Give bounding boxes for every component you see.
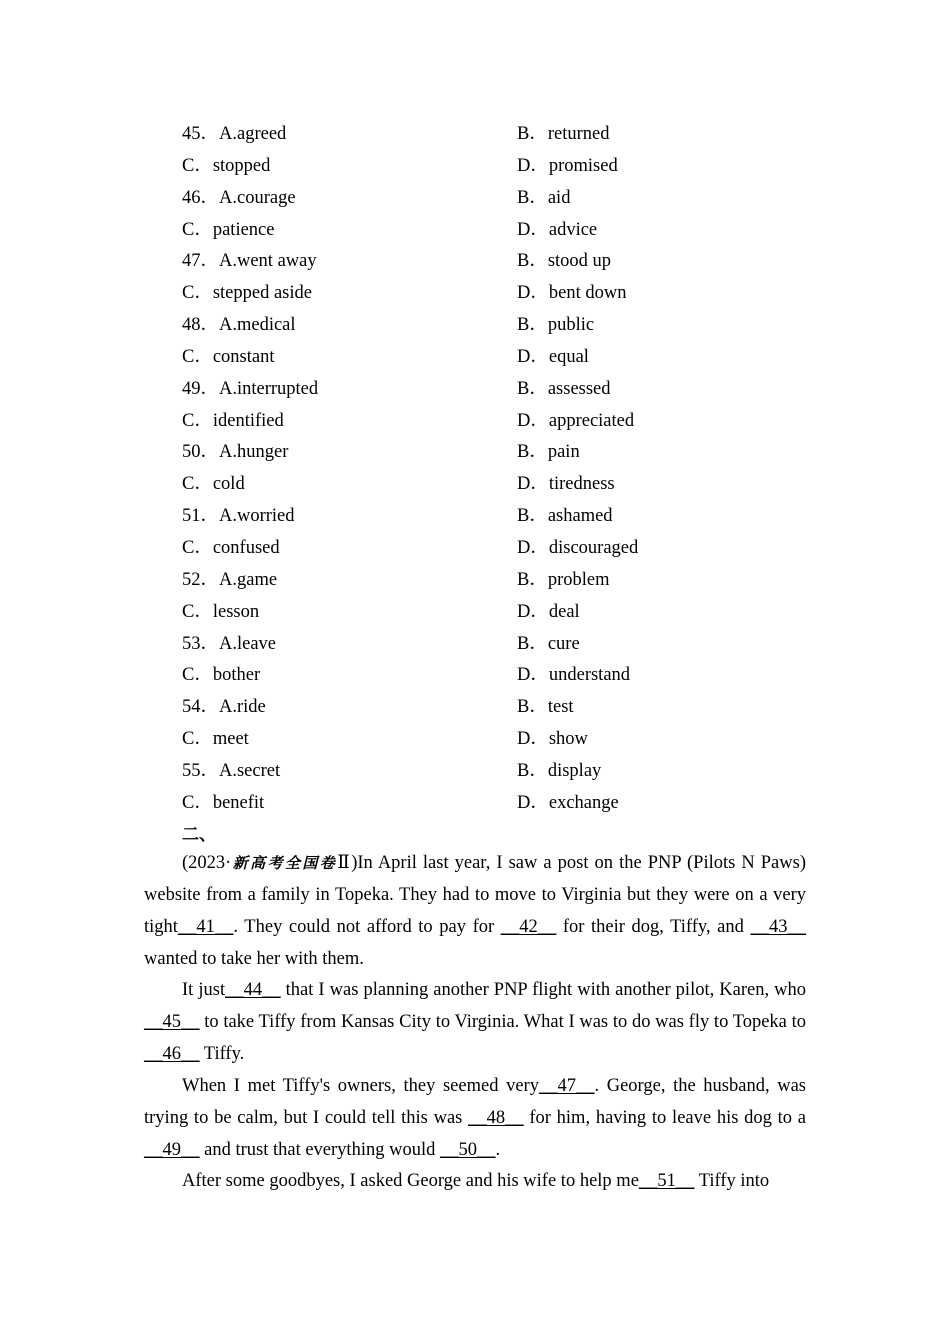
option-right: B．aid bbox=[517, 187, 571, 208]
option-right: B．stood up bbox=[517, 251, 612, 272]
blank-48: __48__ bbox=[468, 1107, 524, 1128]
answer-options bbox=[182, 119, 742, 820]
blank-50: __50__ bbox=[439, 1139, 496, 1160]
option-left: C．benefit bbox=[182, 792, 265, 813]
option-left: C．confused bbox=[182, 537, 280, 558]
option-left: C．bother bbox=[182, 665, 261, 686]
passage-text: to take Tiffy from Kansas City to Virginia. What I was to do was fly to Topeka to bbox=[199, 1012, 806, 1033]
option-right: B．problem bbox=[517, 569, 610, 590]
option-row bbox=[182, 660, 742, 692]
option-row bbox=[182, 406, 742, 438]
source-name: 新高考全国卷 bbox=[231, 854, 338, 872]
blank-47: __47__ bbox=[538, 1075, 595, 1096]
option-right: D．understand bbox=[517, 665, 631, 686]
option-right: D．bent down bbox=[517, 283, 627, 304]
passage-text: and trust that everything would bbox=[199, 1139, 440, 1160]
blank-42: __42__ bbox=[500, 916, 557, 937]
option-right: B．assessed bbox=[517, 378, 611, 399]
option-right: B．returned bbox=[517, 124, 610, 144]
option-left: 45．A.agreed bbox=[182, 124, 287, 144]
option-right: D．discouraged bbox=[517, 537, 639, 558]
option-left: 48．A.medical bbox=[182, 315, 296, 336]
option-right: D．appreciated bbox=[517, 410, 635, 431]
passage-text: When I met Tiffy's owners, they seemed very bbox=[182, 1075, 539, 1096]
passage-paragraph-4 bbox=[144, 1166, 806, 1198]
source-suffix: Ⅱ) bbox=[337, 853, 358, 873]
option-right: B．ashamed bbox=[517, 506, 613, 527]
passage-text: . George, the husband, was trying to be calm, but I could tell this was bbox=[144, 1075, 806, 1128]
blank-49: __49__ bbox=[144, 1139, 200, 1160]
cloze-passage bbox=[144, 848, 806, 1198]
option-right: D．deal bbox=[517, 601, 580, 622]
option-left: C．identified bbox=[182, 410, 284, 431]
option-right: D．exchange bbox=[517, 792, 619, 813]
option-right: B．display bbox=[517, 760, 602, 781]
option-right: D．show bbox=[517, 729, 588, 750]
option-left: C．meet bbox=[182, 729, 249, 750]
option-left: 52．A.game bbox=[182, 569, 278, 590]
option-left: 54．A.ride bbox=[182, 697, 266, 718]
passage-paragraph-2 bbox=[144, 975, 806, 1071]
option-right: D．promised bbox=[517, 155, 618, 176]
option-row bbox=[182, 629, 742, 661]
option-row bbox=[182, 756, 742, 788]
blank-45: __45__ bbox=[144, 1012, 200, 1033]
option-row bbox=[182, 692, 742, 724]
option-left: 55．A.secret bbox=[182, 760, 281, 781]
passage-text: It just bbox=[182, 980, 226, 1001]
option-left: C．constant bbox=[182, 346, 275, 367]
blank-44: __44__ bbox=[225, 980, 281, 1001]
option-right: D．advice bbox=[517, 219, 598, 240]
section-marker: 二、 bbox=[182, 825, 216, 845]
passage-text: Tiffy into bbox=[694, 1171, 770, 1192]
option-left: C．patience bbox=[182, 219, 275, 240]
option-row bbox=[182, 597, 742, 629]
option-right: B．pain bbox=[517, 442, 580, 463]
option-right: B．public bbox=[517, 315, 595, 336]
option-row bbox=[182, 469, 742, 501]
source-prefix: (2023· bbox=[182, 853, 232, 873]
passage-text: After some goodbyes, I asked George and his wife to help me bbox=[182, 1171, 639, 1192]
option-row bbox=[182, 437, 742, 469]
blank-46: __46__ bbox=[144, 1044, 200, 1065]
option-left: 47．A.went away bbox=[182, 251, 317, 272]
passage-text: that I was planning another PNP flight with another pilot, Karen, who bbox=[280, 980, 807, 1001]
passage-text: wanted to take her with them. bbox=[144, 948, 364, 969]
option-left: C．cold bbox=[182, 474, 245, 495]
option-right: D．equal bbox=[517, 346, 589, 367]
option-row bbox=[182, 374, 742, 406]
option-row bbox=[182, 533, 742, 565]
option-row bbox=[182, 278, 742, 310]
option-row bbox=[182, 724, 742, 756]
option-row bbox=[182, 342, 742, 374]
option-row bbox=[182, 310, 742, 342]
option-left: C．stepped aside bbox=[182, 283, 312, 304]
option-left: 51．A.worried bbox=[182, 506, 295, 527]
option-left: 53．A.leave bbox=[182, 633, 277, 654]
option-row bbox=[182, 788, 742, 820]
option-row bbox=[182, 151, 742, 183]
passage-text: Tiffy. bbox=[199, 1044, 245, 1065]
option-right: D．tiredness bbox=[517, 474, 615, 495]
passage-text: In April last year, I saw a post on the PNP (Pilots N Paws) website from a family in Topeka. They had to move to Virginia but they were on a very tight bbox=[144, 853, 806, 937]
option-row bbox=[182, 215, 742, 247]
blank-43: __43__ bbox=[750, 916, 806, 937]
option-left: 46．A.courage bbox=[182, 187, 296, 208]
option-left: C．stopped bbox=[182, 155, 271, 176]
passage-text: for him, having to leave his dog to a bbox=[523, 1107, 806, 1128]
option-left: 49．A.interrupted bbox=[182, 378, 319, 399]
passage-text: . They could not afford to pay for bbox=[233, 916, 501, 937]
option-right: B．test bbox=[517, 697, 574, 718]
passage-paragraph-3 bbox=[144, 1071, 806, 1167]
option-row bbox=[182, 246, 742, 278]
option-row bbox=[182, 119, 742, 151]
option-row bbox=[182, 183, 742, 215]
option-row bbox=[182, 565, 742, 597]
passage-paragraph-1 bbox=[144, 848, 806, 975]
option-left: 50．A.hunger bbox=[182, 442, 289, 463]
option-right: B．cure bbox=[517, 633, 580, 654]
blank-41: __41__ bbox=[177, 916, 234, 937]
option-row bbox=[182, 501, 742, 533]
blank-51: __51__ bbox=[638, 1171, 695, 1192]
option-left: C．lesson bbox=[182, 601, 260, 622]
passage-text: . bbox=[495, 1139, 501, 1160]
passage-text: for their dog, Tiffy, and bbox=[556, 916, 751, 937]
